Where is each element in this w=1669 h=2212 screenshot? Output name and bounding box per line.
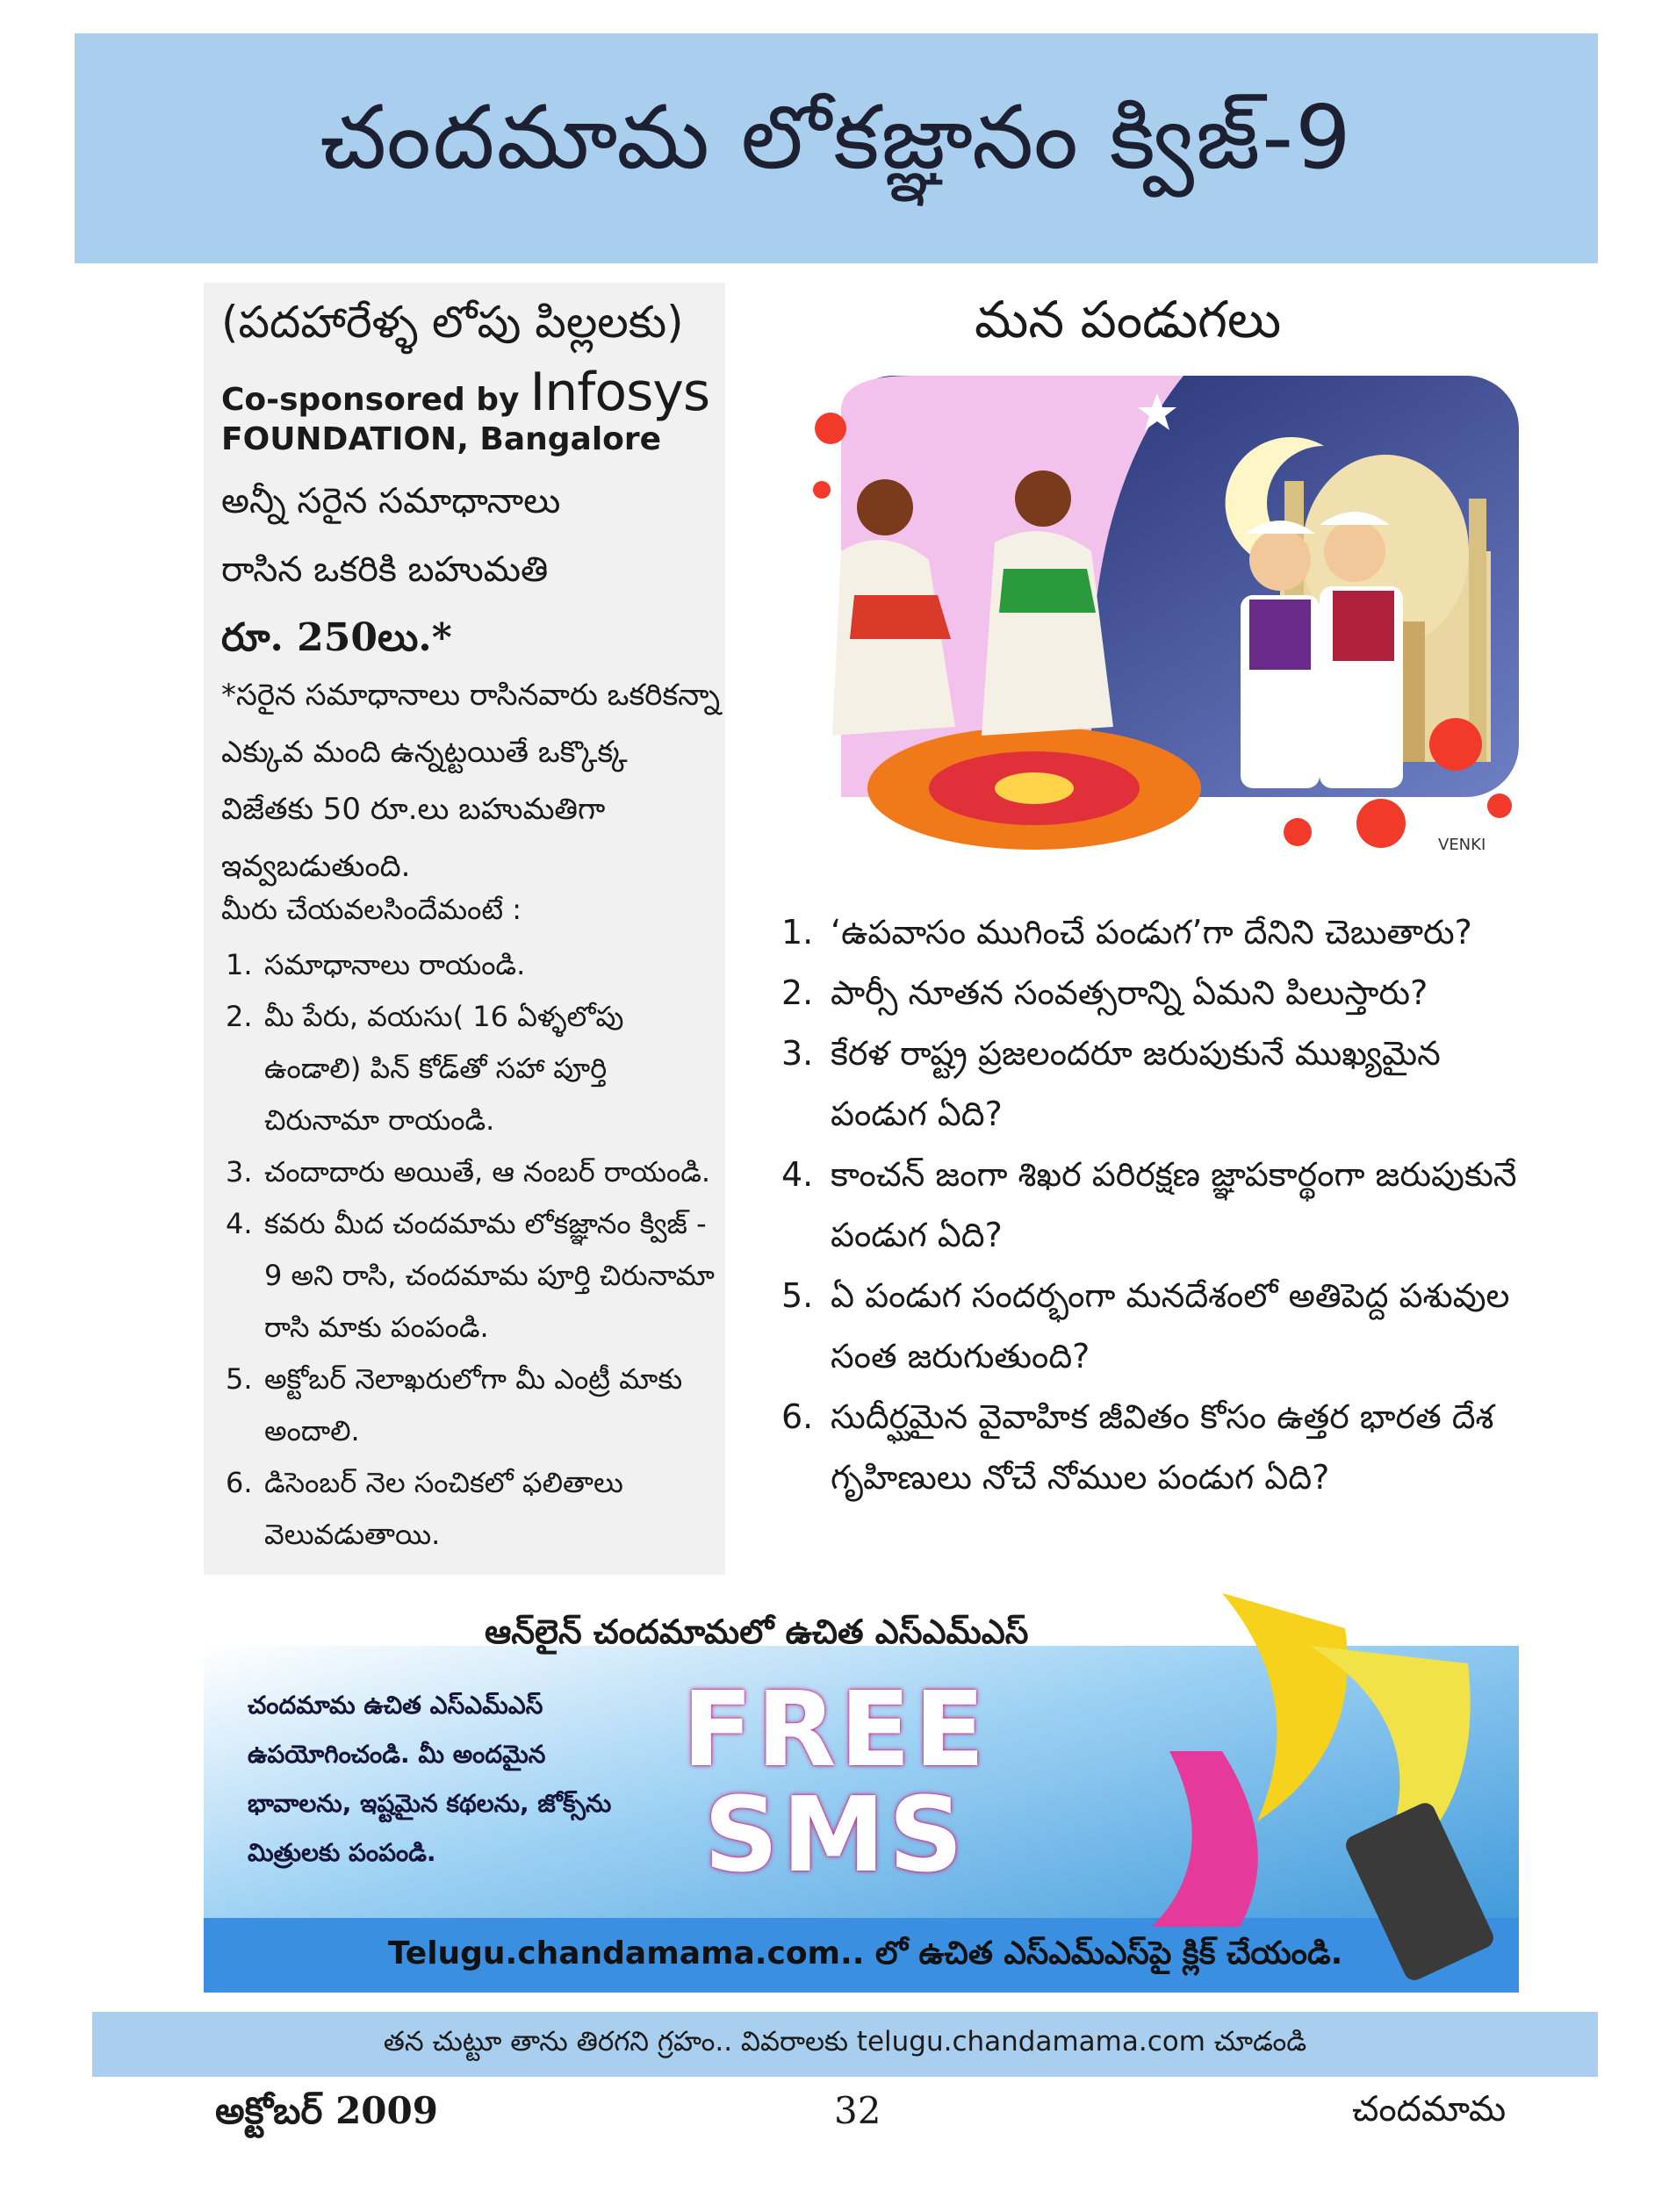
- list-item: [226, 939, 717, 991]
- question-number: 6.: [781, 1397, 814, 1436]
- question-text: ‘ఉపవాసం ముగించే పండుగ’గా దేనిని చెబుతారు?: [831, 913, 1472, 952]
- step-text: డిసెంబర్ నెల సంచికలో ఫలితాలు వెలువడుతాయి.: [264, 1466, 623, 1551]
- question-item: [781, 1387, 1536, 1508]
- prize-info: [221, 467, 713, 672]
- list-item: [226, 1146, 717, 1198]
- page-title: చందమామ లోకజ్ఞానం క్విజ్-9: [320, 86, 1353, 189]
- question-item: [781, 963, 1536, 1023]
- question-text: కేరళ రాష్ట్ర ప్రజలందరూ జరుపుకునే ముఖ్యమైన పండుగ ఏది?: [831, 1034, 1441, 1133]
- instructions-heading: మీరు చేయవలసిందేమంటే :: [221, 893, 522, 926]
- ad-heading: ఆన్‌లైన్ చందమామలో ఉచిత ఎస్‌ఎమ్‌ఎస్: [485, 1612, 1029, 1651]
- step-text: మీ పేరు, వయసు( 16 ఏళ్ళలోపు ఉండాలి) పిన్ కోడ్‌తో సహా పూర్తి చిరునామా రాయండి.: [264, 1000, 624, 1137]
- ad-link[interactable]: Telugu.chandamama.com.. లో ఉచిత ఎస్‌ఎమ్‌ఎస్‌పై క్లిక్ చేయండి.: [388, 1936, 1343, 1971]
- festival-illustration: [806, 376, 1519, 869]
- age-note: (పదహారేళ్ళ లోపు పిల్లలకు): [221, 297, 684, 348]
- bottom-note: తన చుట్టూ తాను తిరగని గ్రహం.. వివరాలకు telugu.chandamama.com చూడండి: [383, 2025, 1307, 2058]
- free-sms-ad[interactable]: [204, 1593, 1519, 1993]
- bottom-info-banner: [92, 2012, 1598, 2077]
- page-number: 32: [834, 2089, 881, 2132]
- prize-amount: రూ. 250లు.*: [221, 615, 452, 660]
- question-number: 5.: [781, 1276, 814, 1315]
- question-text: కాంచన్ జంగా శిఖర పరిరక్షణ జ్ఞాపకార్థంగా జరుపుకునే పండుగ ఏది?: [831, 1155, 1517, 1254]
- artist-signature: VENKI: [1438, 836, 1486, 854]
- step-number: 2.: [226, 1000, 253, 1033]
- magazine-name: చందమామ: [1352, 2089, 1507, 2129]
- prize-line: రాసిన ఒకరికి బహుమతి: [221, 549, 549, 590]
- sponsor-block: [221, 362, 713, 457]
- rangoli-center: [995, 772, 1074, 804]
- question-number: 1.: [781, 913, 814, 952]
- step-number: 4.: [226, 1207, 253, 1240]
- question-text: పార్సీ నూతన సంవత్సరాన్ని ఏమని పిలుస్తారు?: [831, 973, 1428, 1012]
- issue-month: అక్టోబర్: [215, 2089, 323, 2132]
- prize-footnote: *సరైన సమాధానాలు రాసినవారు ఒకరికన్నా ఎక్కువ మంది ఉన్నట్టయితే ఒక్కొక్క విజేతకు 50 రూ.లు బహుమతిగా ఇవ్వబడుతుంది.: [221, 678, 720, 884]
- question-number: 4.: [781, 1155, 814, 1194]
- instructions-list: [226, 939, 717, 1561]
- step-text: కవరు మీద చందమామ లోకజ్ఞానం క్విజ్ - 9 అని రాసి, చందమామ పూర్తి చిరునామా రాసి మాకు పంపండి.: [264, 1207, 715, 1344]
- step-number: 5.: [226, 1362, 253, 1396]
- section-heading: మన పండుగలు: [975, 290, 1282, 349]
- issue-year: 2009: [335, 2089, 438, 2132]
- step-number: 6.: [226, 1466, 253, 1499]
- question-number: 3.: [781, 1034, 814, 1073]
- sponsor-prefix: Co-sponsored by: [221, 382, 520, 418]
- sponsor-org: FOUNDATION, Bangalore: [221, 421, 662, 457]
- rules-panel: [204, 283, 725, 1575]
- free-word: FREE: [682, 1669, 989, 1790]
- question-number: 2.: [781, 973, 814, 1012]
- issue-date: [215, 2089, 438, 2142]
- step-text: సమాధానాలు రాయండి.: [264, 948, 526, 981]
- ad-body: చందమామ ఉచిత ఎస్‌ఎమ్‌ఎస్ ఉపయోగించండి. మీ అందమైన భావాలను, ఇష్టమైన కథలను, జోక్స్‌ను మిత్రులకు పంపండి.: [248, 1691, 612, 1867]
- sms-word: SMS: [703, 1774, 968, 1895]
- title-banner: [75, 33, 1598, 263]
- list-item: [226, 1198, 717, 1354]
- question-item: [781, 1145, 1536, 1266]
- step-number: 1.: [226, 948, 253, 981]
- infosys-logo: Infosys: [529, 362, 710, 423]
- prize-line: అన్నీ సరైన సమాధానాలు: [221, 481, 561, 521]
- step-text: చందాదారు అయితే, ఆ నంబర్ రాయండి.: [264, 1155, 711, 1189]
- step-number: 3.: [226, 1155, 253, 1189]
- list-item: [226, 991, 717, 1146]
- question-text: సుదీర్ఘమైన వైవాహిక జీవితం కోసం ఉత్తర భారత దేశ గృహిణులు నోచే నోముల పండుగ ఏది?: [831, 1397, 1494, 1497]
- question-text: ఏ పండుగ సందర్భంగా మనదేశంలో అతిపెద్ద పశువుల సంత జరుగుతుంది?: [831, 1276, 1510, 1375]
- step-text: అక్టోబర్ నెలాఖరులోగా మీ ఎంట్రీ మాకు అందాలి.: [264, 1362, 683, 1447]
- question-item: [781, 902, 1536, 963]
- free-sms-graphic: [682, 1669, 989, 1895]
- quiz-questions: [781, 902, 1536, 1508]
- list-item: [226, 1354, 717, 1457]
- list-item: [226, 1457, 717, 1561]
- question-item: [781, 1266, 1536, 1387]
- question-item: [781, 1023, 1536, 1145]
